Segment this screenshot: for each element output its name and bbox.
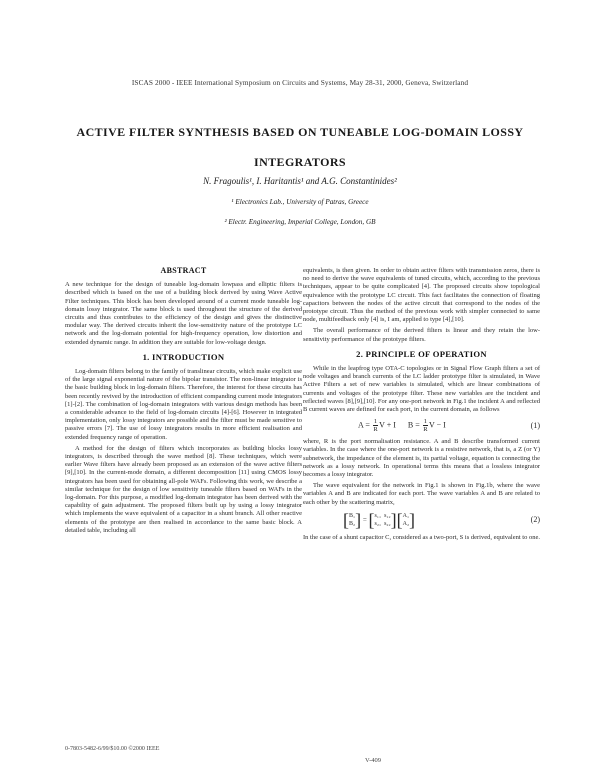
intro-paragraph-2: A method for the design of filters which incorporates as building blocks lossy integrators, is described through the wave method [8]. These techniques, which were earlier Wave filters have already been proposed as an extension of the wave active filters [9],[10]. In the current-mode domain, a different decomposition [11] using CMOS lossy integrators has been used for obtaining all-pole WAFs. Following this work, we describe a similar technique for the design of low sensitivity tuneable filters based on WAFs in the log-domain. For this purpose, a modified log-domain integrator has been derived with the capability of gain adjustment. The proposed filters built up by using a lossy integrator which implements the wave equivalent of a capacitor in a shunt branch. All other reactive elements of the prototype are then realised in accordance to the same basic block. A detailed table, including all: [65, 444, 302, 534]
equation-2-label: (2): [530, 514, 540, 524]
right-paragraph-2: The overall performance of the derived filters is linear and they retain the low-sensitivity performance of the prototype filters.: [303, 327, 540, 343]
page-number: V-409: [365, 757, 382, 764]
intro-paragraph-1: Log-domain filters belong to the family of translinear circuits, which make explicit use of the large signal exponential nature of the bipolar transistor. The non-linear integrator is the basic building block in log-domain filters. Therefore, the interest for these circuits has been recently revived by the introduction of efficient companding current mode integrators [1]-[2]. The combination of log-domain integrators with various design methods has been a considerable advance to the field of log-domain circuits [4]-[6]. However in integrated implementation, only lossy integrators are possible and the filter must be made sensitive to passive errors [7]. The use of lossy integrators results in more efficient realisation and extended frequency range of operation.: [65, 368, 302, 441]
title-line-2: INTEGRATORS: [254, 155, 346, 169]
authors: N. Fragoulis¹, I. Haritantis¹ and A.G. Constantinides²: [203, 176, 397, 186]
equation-2: [303, 511, 540, 529]
left-column: [65, 267, 302, 538]
abstract-text: A new technique for the design of tuneable log-domain lowpass and elliptic filters is described which is based on the use of a building block derived by using Wave Active Filter techniques. This block has been developed around of a current mode tuneable log-domain lossy integrator. The same block is used throughout the structure of the derived circuits and thus contributes to the efficiency of the design and gives the distinctive modular way. The derived circuits inherit the low-sensitivity nature of the prototype LC network and the log-domain potential for high-frequency operation, low distortion and extended dynamic range. In addition they are suitable for low-voltage design.: [65, 281, 302, 346]
eq1-b-rhs: V − I: [429, 420, 446, 430]
eq1-a-fraction: $\frac{1}{R}$: [373, 418, 378, 434]
equation-1: [303, 418, 540, 433]
scattering-matrix-equation: [ B₁ B₂ ] = [ s₁₁ s₁₂ s₂₁ s₂₂ ] [ A₁ A₂ ]: [343, 509, 416, 530]
right-paragraph-4: where, R is the port normalisation resistance. A and B describe transformed current variables. In the case where the one-port network is a resistive network, that is, a Z (or Y) subnetwork, the impedance of the element is, its partial voltage, equation is connecting the network as a lossy network. In operational terms this means that a lossless integrator becomes a lossy integrator.: [303, 438, 540, 479]
equation-1-label: (1): [530, 420, 540, 430]
right-paragraph-6: In the case of a shunt capacitor C, considered as a two-port, S is derived, equivalent to one.: [303, 533, 540, 541]
right-column: [303, 267, 540, 545]
right-paragraph-1: equivalents, is then given. In order to obtain active filters with transmission zeros, there is no need to derive the wave equivalents of tuned circuits, which, according to the previous techniques, appear to be quite complicated [4]. The proposed circuits show topological equivalence with the prototype LC circuit. This fact facilitates the connection of floating capacitors between the nodes of the active circuit that correspond to the nodes of the prototype circuit. Thus the method of the previous work with simpler connected to same node, multifeedback only [4] is, I am, applied to type [4],[10].: [303, 267, 540, 324]
eq1-b-fraction: $\frac{1}{R}$: [423, 418, 428, 434]
title-line-1: ACTIVE FILTER SYNTHESIS BASED ON TUNEABLE LOG-DOMAIN LOSSY: [76, 125, 524, 139]
right-paragraph-3: While in the leapfrog type OTA-C topologies or in Signal Flow Graph filters a set of node voltages and branch currents of the LC ladder prototype filter is simulated, in Wave Active Filters a set of new variables is simulated, which are linear combinations of currents and voltages of the prototype filter. These new variables are the incident and reflected waves [8],[9],[10]. For any one-port network in Fig.1 the incident A and reflected B current waves are defined for each port, in the current domain, as follows: [303, 365, 540, 414]
copyright-footer: 0-7803-5482-6/99/$10.00 ©2000 IEEE: [65, 746, 160, 752]
conference-header: ISCAS 2000 - IEEE International Symposium on Circuits and Systems, May 28-31, 2000, Geneva, Switzerland: [131, 78, 469, 87]
eq1-a-lhs: A =: [358, 420, 372, 430]
eq1-b-lhs: B =: [407, 420, 422, 430]
introduction-heading: 1. INTRODUCTION: [142, 351, 225, 362]
affiliation-2: ² Electr. Engineering, Imperial College, London, GB: [224, 218, 376, 226]
affiliation-1: ¹ Electronics Lab., University of Patras, Greece: [231, 198, 369, 206]
equation-1-body: [358, 418, 446, 433]
eq1-a-rhs: V + I: [379, 420, 396, 430]
s-matrix: s₁₁ s₁₂ s₂₁ s₂₂: [374, 512, 391, 527]
paper-title: [60, 117, 540, 177]
abstract-heading: ABSTRACT: [160, 266, 207, 275]
principle-heading: 2. PRINCIPLE OF OPERATION: [356, 348, 487, 359]
right-paragraph-5: The wave equivalent for the network in Fig.1 is shown in Fig.1b, where the wave variables A and B are indicated for each port. The wave variables A and B are related to each other by the scattering matrix,: [303, 482, 540, 506]
